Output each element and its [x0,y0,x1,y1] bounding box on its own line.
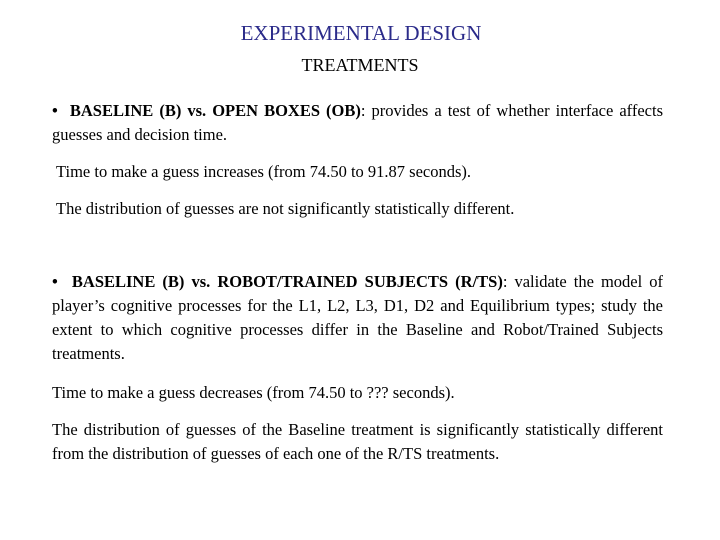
section2-paragraph [52,270,663,366]
section1-text: : provides a test of whether interface affects guesses and decision time. [52,101,664,144]
section2-label: BASELINE (B) vs. ROBOT/TRAINED SUBJECTS (R/TS) [71,272,503,291]
slide-title: EXPERIMENTAL DESIGN [240,21,482,45]
section2-text: : validate the model of player’s cognitive processes for the L1, L2, L3, D1, D2 and Equilibrium types; study the extent to which cognitive processes differ in the Baseline and Robot/Trained Subjects treatments. [52,272,664,363]
section1-paragraph [52,99,663,147]
section1-finding-distribution: The distribution of guesses are not significantly statistically different. [56,199,515,218]
section2-finding-distribution: The distribution of guesses of the Baseline treatment is significantly statistically different from the distribution of guesses of each one of the R/TS treatments. [52,420,663,463]
section2-bullet: • [52,272,58,291]
section2-finding-time: Time to make a guess decreases (from 74.50 to ??? seconds). [52,383,455,402]
slide-subtitle: TREATMENTS [301,55,419,75]
section1-label: BASELINE (B) vs. OPEN BOXES (OB) [69,101,361,120]
section1-bullet: • [52,101,58,120]
section1-finding-time: Time to make a guess increases (from 74.50 to 91.87 seconds). [56,162,472,181]
